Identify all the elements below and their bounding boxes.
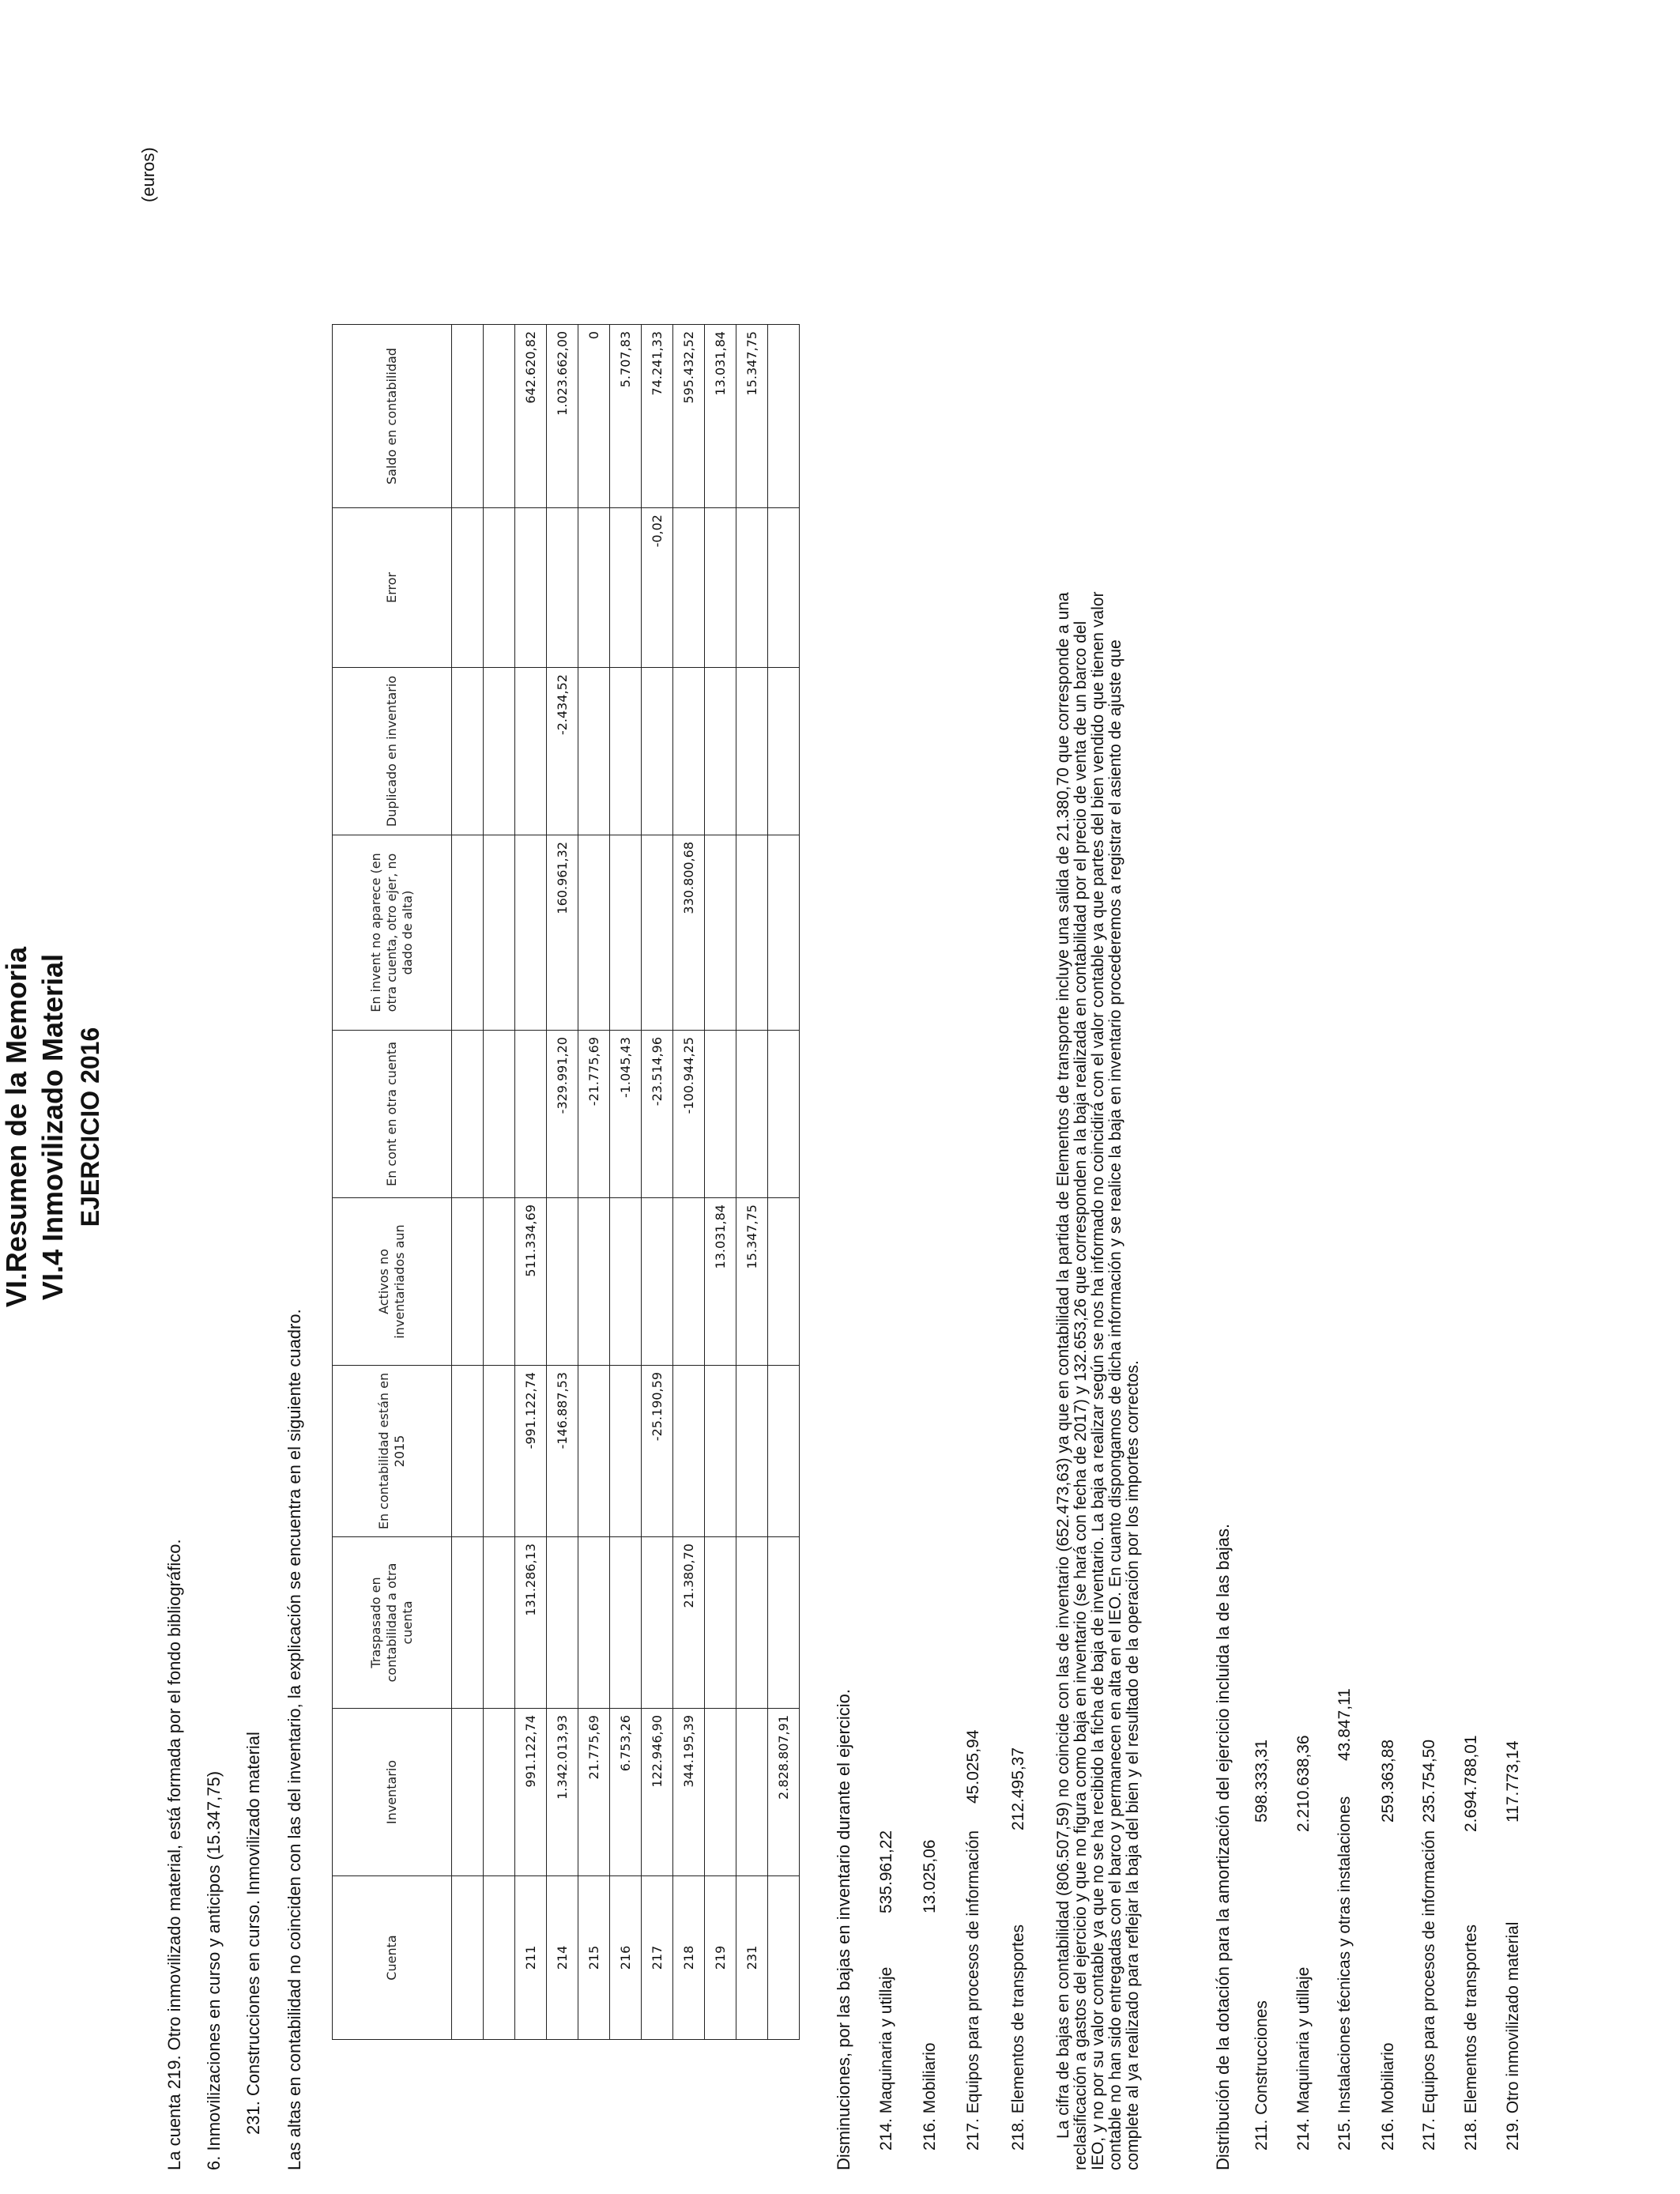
cell-activos-no-inventariados xyxy=(642,1198,673,1366)
col-header-duplicado: Duplicado en inventario xyxy=(333,668,452,835)
cell-otra-cuenta xyxy=(736,1031,768,1198)
intro-line-231: 231. Construcciones en curso. Inmovilizado material xyxy=(243,1732,263,2135)
cell-cuenta: 215 xyxy=(578,1876,610,2040)
cell-contabilidad-2015 xyxy=(484,1366,515,1537)
cell-invent-no-aparece xyxy=(452,835,484,1031)
cell-inventario: 122.946,90 xyxy=(642,1709,673,1876)
cell-error: -0,02 xyxy=(642,508,673,668)
cell-traspasado xyxy=(452,1537,484,1709)
cell-activos-no-inventariados xyxy=(547,1198,578,1366)
cell-otra-cuenta: -23.514,96 xyxy=(642,1031,673,1198)
cell-error xyxy=(705,508,736,668)
cell-contabilidad-2015: -991.122,74 xyxy=(515,1366,547,1537)
dism-value-214: 535.961,22 xyxy=(877,1830,895,1913)
cell-otra-cuenta: -21.775,69 xyxy=(578,1031,610,1198)
cell-duplicado xyxy=(705,668,736,835)
intro-line-219: La cuenta 219. Otro inmovilizado material, está formada por el fondo bibliográfico. xyxy=(164,1539,184,2170)
dism-value-216: 13.025,06 xyxy=(921,1839,939,1913)
amort-value-211: 598.333,31 xyxy=(1252,1739,1271,1823)
cell-inventario: 2.828.807,91 xyxy=(768,1709,800,1876)
amort-value-216: 259.363,88 xyxy=(1379,1739,1397,1823)
table-row xyxy=(610,325,642,2040)
amortizacion-title: Distribución de la dotación para la amortización del ejercicio incluida la de las bajas. xyxy=(1213,1523,1233,2170)
cell-cuenta: 211 xyxy=(515,1876,547,2040)
cell-cuenta: 231 xyxy=(736,1876,768,2040)
col-header-activos-no-inventariados: Activos no inventariados aun xyxy=(333,1198,452,1366)
cell-invent-no-aparece: 160.961,32 xyxy=(547,835,578,1031)
amort-value-214: 2.210.638,36 xyxy=(1294,1735,1313,1832)
cell-inventario: 6.753,26 xyxy=(610,1709,642,1876)
table-row xyxy=(547,325,578,2040)
cell-otra-cuenta xyxy=(452,1031,484,1198)
cell-inventario: 991.122,74 xyxy=(515,1709,547,1876)
cell-traspasado: 21.380,70 xyxy=(673,1537,705,1709)
dism-label-216: 216. Mobiliario xyxy=(921,2042,939,2151)
cell-otra-cuenta: -100.944,25 xyxy=(673,1031,705,1198)
col-header-inventario: Inventario xyxy=(333,1709,452,1876)
cell-traspasado xyxy=(578,1537,610,1709)
cell-cuenta: 214 xyxy=(547,1876,578,2040)
amort-label-217: 217. Equipos para procesos de información xyxy=(1420,1830,1438,2151)
cell-invent-no-aparece xyxy=(736,835,768,1031)
dism-label-214: 214. Maquinaria y utillaje xyxy=(877,1966,895,2151)
amort-label-211: 211. Construcciones xyxy=(1252,2000,1271,2151)
table-row xyxy=(484,325,515,2040)
cell-otra-cuenta: -329.991,20 xyxy=(547,1031,578,1198)
cell-saldo xyxy=(484,325,515,508)
cell-saldo: 15.347,75 xyxy=(736,325,768,508)
cell-cuenta xyxy=(484,1876,515,2040)
cell-error xyxy=(515,508,547,668)
cell-duplicado xyxy=(768,668,800,835)
cell-traspasado xyxy=(642,1537,673,1709)
table-row xyxy=(768,325,800,2040)
amort-label-214: 214. Maquinaria y utillaje xyxy=(1294,1966,1313,2151)
cell-invent-no-aparece: 330.800,68 xyxy=(673,835,705,1031)
cell-inventario xyxy=(736,1709,768,1876)
cell-saldo: 595.432,52 xyxy=(673,325,705,508)
cell-cuenta xyxy=(452,1876,484,2040)
table-row xyxy=(736,325,768,2040)
cell-error xyxy=(610,508,642,668)
cell-traspasado xyxy=(768,1537,800,1709)
cell-duplicado: -2.434,52 xyxy=(547,668,578,835)
cell-saldo: 642.620,82 xyxy=(515,325,547,508)
cell-invent-no-aparece xyxy=(610,835,642,1031)
reconciliation-table xyxy=(332,324,800,2040)
cell-contabilidad-2015 xyxy=(768,1366,800,1537)
col-header-cuenta: Cuenta xyxy=(333,1876,452,2040)
cell-contabilidad-2015 xyxy=(736,1366,768,1537)
cell-traspasado xyxy=(547,1537,578,1709)
table-row xyxy=(578,325,610,2040)
cell-cuenta xyxy=(768,1876,800,2040)
cell-contabilidad-2015: -146.887,53 xyxy=(547,1366,578,1537)
cell-duplicado xyxy=(673,668,705,835)
cell-saldo: 13.031,84 xyxy=(705,325,736,508)
cell-contabilidad-2015 xyxy=(610,1366,642,1537)
cell-activos-no-inventariados: 15.347,75 xyxy=(736,1198,768,1366)
cell-error xyxy=(673,508,705,668)
page-title: VI.Resumen de la Memoria xyxy=(0,946,32,1308)
dism-label-218: 218. Elementos de transportes xyxy=(1009,1924,1027,2151)
amort-label-216: 216. Mobiliario xyxy=(1379,2042,1397,2151)
cell-saldo xyxy=(768,325,800,508)
table-row xyxy=(642,325,673,2040)
amort-label-215: 215. Instalaciones técnicas y otras instalaciones xyxy=(1335,1796,1354,2151)
exercise-title: EJERCICIO 2016 xyxy=(76,1027,104,1227)
col-header-error: Error xyxy=(333,508,452,668)
cell-saldo: 0 xyxy=(578,325,610,508)
cell-duplicado xyxy=(452,668,484,835)
intro-line-inmovilizaciones: 6. Inmovilizaciones en curso y anticipos (15.347,75) xyxy=(204,1770,224,2170)
cell-error xyxy=(768,508,800,668)
cell-cuenta: 217 xyxy=(642,1876,673,2040)
cell-error xyxy=(547,508,578,668)
amort-value-217: 235.754,50 xyxy=(1420,1739,1438,1823)
cell-otra-cuenta xyxy=(768,1031,800,1198)
cell-inventario: 1.342.013,93 xyxy=(547,1709,578,1876)
col-header-otra-cuenta: En cont en otra cuenta xyxy=(333,1031,452,1198)
cell-invent-no-aparece xyxy=(642,835,673,1031)
cell-error xyxy=(452,508,484,668)
cell-invent-no-aparece xyxy=(578,835,610,1031)
cell-saldo: 5.707,83 xyxy=(610,325,642,508)
table-row xyxy=(515,325,547,2040)
cell-inventario: 21.775,69 xyxy=(578,1709,610,1876)
section-title: VI.4 Inmovilizado Material xyxy=(36,953,69,1301)
disminuciones-title: Disminuciones, por las bajas en inventario durante el ejercicio. xyxy=(834,1689,853,2170)
cell-otra-cuenta xyxy=(484,1031,515,1198)
cell-cuenta: 218 xyxy=(673,1876,705,2040)
cell-invent-no-aparece xyxy=(484,835,515,1031)
currency-unit: (euros) xyxy=(138,147,158,202)
cell-inventario xyxy=(452,1709,484,1876)
cell-otra-cuenta: -1.045,43 xyxy=(610,1031,642,1198)
table-header-row xyxy=(333,325,452,2040)
table-row xyxy=(452,325,484,2040)
cell-activos-no-inventariados: 511.334,69 xyxy=(515,1198,547,1366)
table-row xyxy=(673,325,705,2040)
dism-value-217: 45.025,94 xyxy=(964,1729,982,1804)
cell-contabilidad-2015 xyxy=(578,1366,610,1537)
cell-otra-cuenta xyxy=(705,1031,736,1198)
cell-duplicado xyxy=(642,668,673,835)
cell-duplicado xyxy=(578,668,610,835)
cell-inventario: 344.195,39 xyxy=(673,1709,705,1876)
cell-contabilidad-2015: -25.190,59 xyxy=(642,1366,673,1537)
cell-error xyxy=(484,508,515,668)
col-header-traspasado: Traspasado en contabilidad a otra cuenta xyxy=(333,1537,452,1709)
cell-duplicado xyxy=(736,668,768,835)
amort-value-219: 117.773,14 xyxy=(1504,1740,1522,1823)
cell-inventario xyxy=(705,1709,736,1876)
cell-invent-no-aparece xyxy=(768,835,800,1031)
cell-cuenta: 219 xyxy=(705,1876,736,2040)
dism-value-218: 212.495,37 xyxy=(1009,1747,1027,1830)
cell-activos-no-inventariados: 13.031,84 xyxy=(705,1198,736,1366)
cell-contabilidad-2015 xyxy=(452,1366,484,1537)
col-header-contabilidad-2015: En contabilidad están en 2015 xyxy=(333,1366,452,1537)
cell-activos-no-inventariados xyxy=(484,1198,515,1366)
cell-traspasado xyxy=(705,1537,736,1709)
cell-activos-no-inventariados xyxy=(673,1198,705,1366)
cell-cuenta: 216 xyxy=(610,1876,642,2040)
amort-value-215: 43.847,11 xyxy=(1335,1688,1354,1761)
amort-label-219: 219. Otro inmovilizado material xyxy=(1504,1921,1522,2151)
cell-activos-no-inventariados xyxy=(610,1198,642,1366)
cell-otra-cuenta xyxy=(515,1031,547,1198)
bajas-explanation-text: La cifra de bajas en contabilidad (806.507,59) no coincide con las de inventario (652.473,63) ya que en contabilidad la partida de Elementos de transporte incluye una salida de 21.380,70 que corresponde a una reclasificación a gastos del ejercicio y que no figura como baja en inventario (se hará con fecha de 2017) y 132.653,26 que corresponden a la baja realizada en contabilidad por el precio de venta de un barco del IEO, y no por su valor contable ya que no se ha recibido la ficha de baja de inventario. La baja a realizar según se nos ha informado no coincidirá con el valor contable ya que partes del bien vendido que tienen valor contable no han sido entregadas con el barco y permanecen en alta en el IEO. En cuanto dispongamos de dicha información y se realice la baja en inventario procederemos a registrar el asiento de ajuste que complete al ya realizado para reflejar la baja del bien y el resultado de la operación por los importes correctos. xyxy=(1054,591,1142,2170)
cell-contabilidad-2015 xyxy=(673,1366,705,1537)
cell-duplicado xyxy=(515,668,547,835)
cell-traspasado xyxy=(736,1537,768,1709)
cell-duplicado xyxy=(484,668,515,835)
col-header-saldo: Saldo en contabilidad xyxy=(333,325,452,508)
cell-saldo: 74.241,33 xyxy=(642,325,673,508)
cell-traspasado xyxy=(484,1537,515,1709)
cell-invent-no-aparece xyxy=(515,835,547,1031)
cell-invent-no-aparece xyxy=(705,835,736,1031)
amort-value-218: 2.694.788,01 xyxy=(1462,1735,1480,1832)
cell-traspasado xyxy=(610,1537,642,1709)
cell-traspasado: 131.286,13 xyxy=(515,1537,547,1709)
table-row xyxy=(705,325,736,2040)
bajas-explanation xyxy=(1055,590,1142,2170)
cell-activos-no-inventariados xyxy=(578,1198,610,1366)
intro-line-altas: Las altas en contabilidad no coinciden con las del inventario, la explicación se encuentra en el siguiente cuadro. xyxy=(284,1309,304,2170)
cell-error xyxy=(578,508,610,668)
cell-saldo xyxy=(452,325,484,508)
cell-saldo: 1.023.662,00 xyxy=(547,325,578,508)
cell-contabilidad-2015 xyxy=(705,1366,736,1537)
cell-activos-no-inventariados xyxy=(768,1198,800,1366)
cell-duplicado xyxy=(610,668,642,835)
cell-inventario xyxy=(484,1709,515,1876)
amort-label-218: 218. Elementos de transportes xyxy=(1462,1924,1480,2151)
cell-activos-no-inventariados xyxy=(452,1198,484,1366)
cell-error xyxy=(736,508,768,668)
col-header-invent-no-aparece: En invent no aparece (en otra cuenta, otro ejer, no dado de alta) xyxy=(333,835,452,1031)
dism-label-217: 217. Equipos para procesos de información xyxy=(964,1830,982,2151)
